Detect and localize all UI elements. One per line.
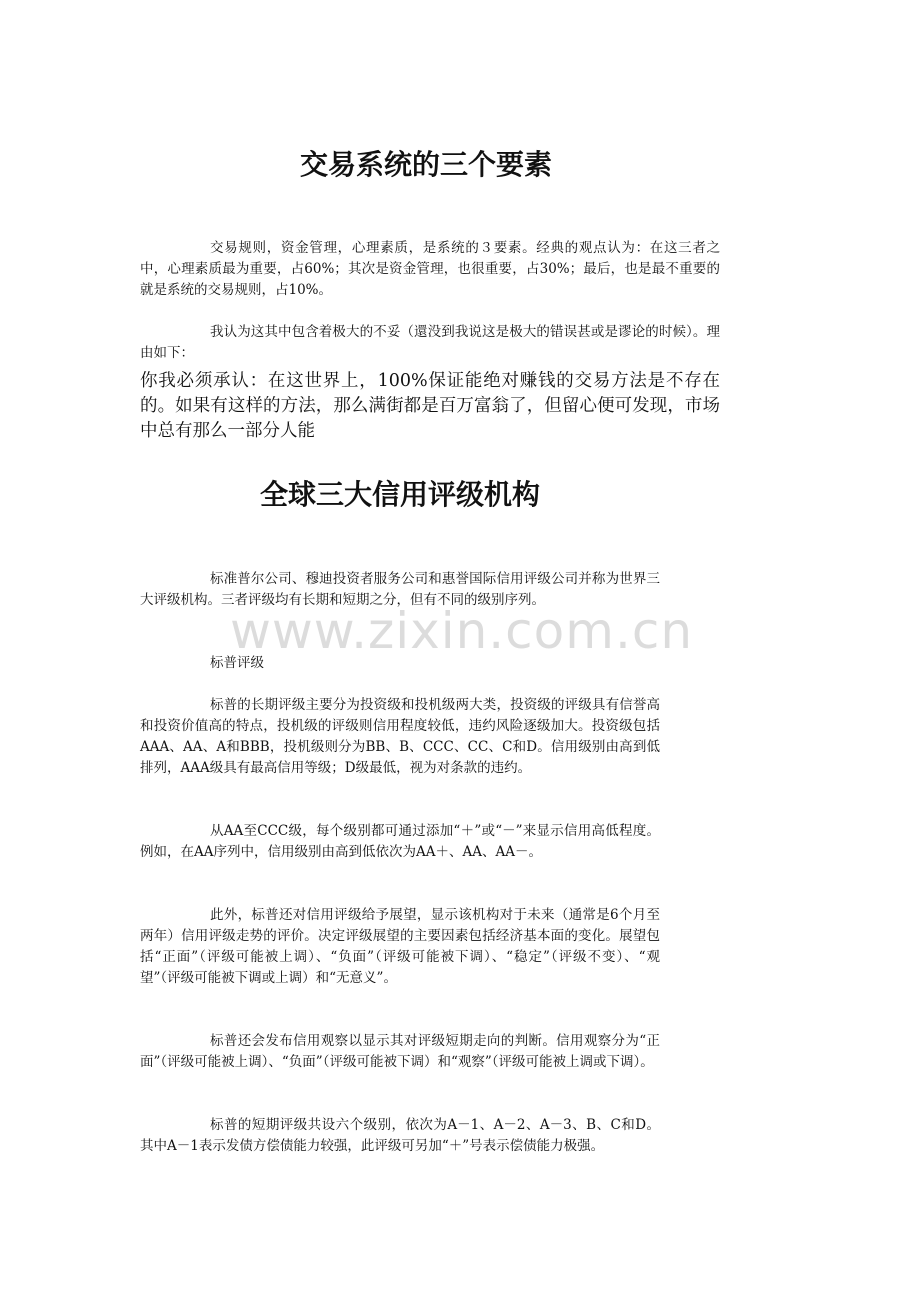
paragraph: 从AA至CCC级，每个级别都可通过添加“＋”或“－”来显示信用高低程度。例如，在AA序列中，信用级别由高到低依次为AA＋、AA、AA－。 [140,823,660,860]
watermark: www.zixin.com.cn [230,602,694,660]
paragraph: 标普的短期评级共设六个级别，依次为A－1、A－2、A－3、B、C和D。其中A－1表示发债方偿债能力较强，此评级可另加“＋”号表示偿债能力极强。 [140,1117,660,1154]
subheading: 标普评级 [210,655,264,671]
section-title-trading-system: 交易系统的三个要素 [299,148,552,181]
section-title-rating-agencies: 全球三大信用评级机构 [259,478,540,511]
paragraph: 交易规则，资金管理，心理素质，是系统的３要素。经典的观点认为：在这三者之中，心理素质最为重要，占60%；其次是资金管理，也很重要，占30%；最后，也是最不重要的就是系统的交易规则，占10%。 [140,240,720,298]
paragraph: 标普还会发布信用观察以显示其对评级短期走向的判断。信用观察分为“正面”（评级可能被上调）、“负面”（评级可能被下调）和“观察”（评级可能被上调或下调）。 [140,1033,660,1070]
paragraph: 此外，标普还对信用评级给予展望，显示该机构对于未来（通常是6个月至两年）信用评级走势的评价。决定评级展望的主要因素包括经济基本面的变化。展望包括“正面”（评级可能被上调）、“负面”（评级可能被下调）、“稳定”（评级不变）、“观望”（评级可能被下调或上调）和“无意义”。 [140,907,660,986]
paragraph: 标普的长期评级主要分为投资级和投机级两大类，投资级的评级具有信誉高和投资价值高的特点，投机级的评级则信用程度较低，违约风险逐级加大。投资级包括AAA、AA、A和BBB，投机级则分为BB、B、CCC、CC、C和D。信用级别由高到低排列，AAA级具有最高信用等级；D级最低，视为对条款的违约。 [140,697,660,776]
paragraph-large: 你我必须承认：在这世界上，100%保证能绝对赚钱的交易方法是不存在的。如果有这样的方法，那么满街都是百万富翁了，但留心便可发现，市场中总有那么一部分人能 [140,371,720,441]
paragraph: 我认为这其中包含着极大的不妥（還没到我说这是极大的错误甚或是谬论的时候）。理由如下： [140,324,720,361]
paragraph: 标准普尔公司、穆迪投资者服务公司和惠誉国际信用评级公司并称为世界三大评级机构。三者评级均有长期和短期之分，但有不同的级别序列。 [140,571,660,608]
